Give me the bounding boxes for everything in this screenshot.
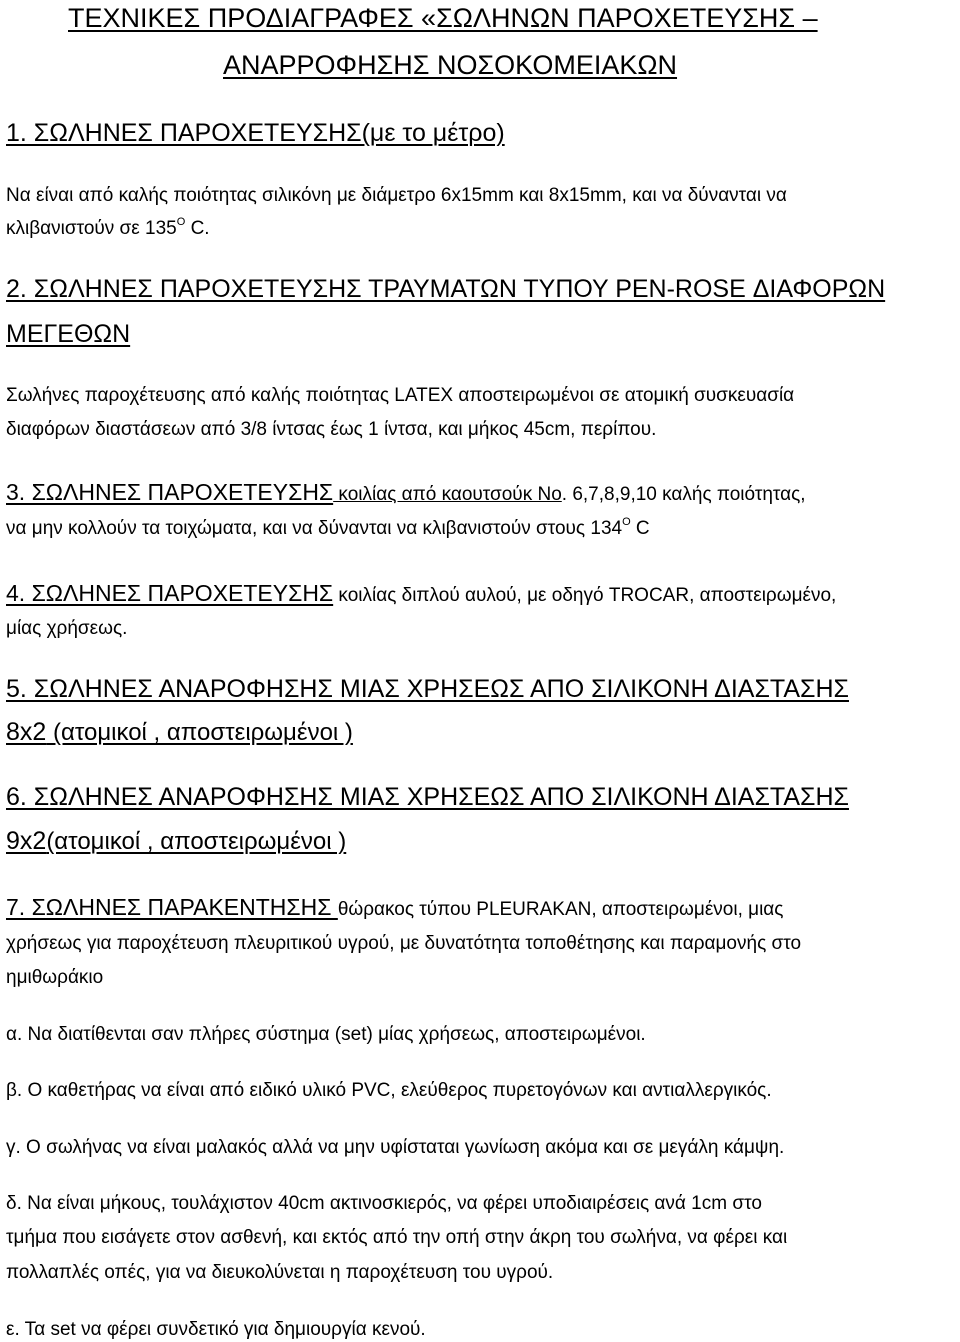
section-1-line-2-end: C. — [185, 218, 210, 239]
section-5-heading-line-2 — [6, 720, 353, 745]
section-4-line-1 — [6, 582, 836, 605]
section-4-rest: κοιλίας διπλού αυλού, με οδηγό TROCAR, αποστειρωμένο, — [333, 585, 837, 606]
section-3-underlined-text: κοιλίας από καουτσούκ No — [333, 484, 562, 505]
item-d-line-2: τμήμα που εισάγετε στον ασθενή, και εκτός από την οπή στην άκρη του σωλήνα, να φέρει και — [6, 1227, 788, 1248]
section-4-heading: 4. ΣΩΛΗΝΕΣ ΠΑΡΟΧΕΤΕΥΣΗΣ — [6, 580, 334, 606]
item-b: β. Ο καθετήρας να είναι από ειδικό υλικό PVC, ελεύθερος πυρετογόνων και αντιαλλεργικός. — [6, 1080, 772, 1101]
section-3-line-2-text: να μην κολλούν τα τοιχώματα, και να δύνανται να κλιβανιστούν στους 134 — [6, 518, 623, 539]
title-line-2: ΑΝΑΡΡΟΦΗΣΗΣ ΝΟΣΟΚΟΜΕΙΑΚΩΝ — [223, 50, 678, 80]
section-3-line-2 — [6, 516, 650, 539]
section-2-heading-line-2: ΜΕΓΕΘΩΝ — [6, 320, 131, 348]
item-d-line-3: πολλαπλές οπές, για να διευκολύνεται η παροχέτευση του υγρού. — [6, 1262, 554, 1283]
section-5-size-note: (ατομικοί , αποστειρωμένοι ) — [46, 719, 353, 746]
section-2-line-1: Σωλήνες παροχέτευσης από καλής ποιότητας LATEX αποστειρωμένοι σε ατομική συσκευασία — [6, 385, 795, 406]
section-3-line-2-end: C — [630, 518, 650, 539]
section-6-heading-line-2 — [6, 829, 346, 854]
section-7-line-3: ημιθωράκιο — [6, 967, 104, 988]
section-4-line-2: μίας χρήσεως. — [6, 618, 128, 639]
section-5-heading-line-1: 5. ΣΩΛΗΝΕΣ ΑΝΑΡΟΦΗΣΗΣ ΜΙΑΣ ΧΡΗΣΕΩΣ ΑΠΟ ΣΙΛΙΚΟΝΗ ΔΙΑΣΤΑΣΗΣ — [6, 675, 849, 703]
section-7-heading: 7. ΣΩΛΗΝΕΣ ΠΑΡΑΚΕΝΤΗΣΗΣ — [6, 894, 338, 920]
section-7-line-1 — [6, 896, 783, 919]
item-a: α. Να διατίθενται σαν πλήρες σύστημα (set) μίας χρήσεως, αποστειρωμένοι. — [6, 1024, 646, 1045]
section-1-line-2 — [6, 216, 210, 239]
section-6-size: 9x2 — [6, 827, 47, 855]
section-2-line-2: διαφόρων διαστάσεων από 3/8 ίντσας έως 1 ίντσα, και μήκος 45cm, περίπου. — [6, 419, 657, 440]
section-5-size: 8x2 — [6, 718, 47, 746]
section-1-line-2-text: κλιβανιστούν σε 135 — [6, 218, 177, 239]
title-line-1: ΤΕΧΝΙΚΕΣ ΠΡΟΔΙΑΓΡΑΦΕΣ «ΣΩΛΗΝΩΝ ΠΑΡΟΧΕΤΕΥΣΗΣ – — [68, 3, 818, 33]
item-d-line-1: δ. Να είναι μήκους, τουλάχιστον 40cm ακτινοσκιερός, να φέρει υποδιαιρέσεις ανά 1cm στο — [6, 1193, 762, 1214]
section-7-rest: θώρακος τύπου PLEURAKAN, αποστειρωμένοι, μιας — [337, 899, 784, 920]
section-6-heading-line-1: 6. ΣΩΛΗΝΕΣ ΑΝΑΡΟΦΗΣΗΣ ΜΙΑΣ ΧΡΗΣΕΩΣ ΑΠΟ ΣΙΛΙΚΟΝΗ ΔΙΑΣΤΑΣΗΣ — [6, 783, 849, 811]
section-3-line-1 — [6, 481, 806, 504]
degree-superscript: O — [622, 516, 631, 528]
section-2-heading-line-1: 2. ΣΩΛΗΝΕΣ ΠΑΡΟΧΕΤΕΥΣΗΣ ΤΡΑΥΜΑΤΩΝ ΤΥΠΟΥ PEN-ROSE ΔΙΑΦΟΡΩΝ — [6, 275, 886, 303]
section-7-line-2: χρήσεως για παροχέτευση πλευριτικού υγρού, με δυνατότητα τοποθέτησης και παραμονής στο — [6, 933, 802, 954]
section-1-line-1: Να είναι από καλής ποιότητας σιλικόνη με διάμετρο 6x15mm και 8x15mm, και να δύνανται να — [6, 185, 787, 206]
section-1-heading: 1. ΣΩΛΗΝΕΣ ΠΑΡΟΧΕΤΕΥΣΗΣ(με το μέτρο) — [6, 119, 505, 147]
degree-superscript: O — [176, 216, 186, 228]
section-3-rest: . 6,7,8,9,10 καλής ποιότητας, — [561, 484, 806, 505]
item-e: ε. Τα set να φέρει συνδετικό για δημιουργία κενού. — [6, 1319, 426, 1340]
section-3-heading: 3. ΣΩΛΗΝΕΣ ΠΑΡΟΧΕΤΕΥΣΗΣ — [6, 479, 334, 505]
item-c: γ. Ο σωλήνας να είναι μαλακός αλλά να μην υφίσταται γωνίωση ακόμα και σε μεγάλη κάμψη. — [6, 1137, 785, 1158]
section-6-size-note: (ατομικοί , αποστειρωμένοι ) — [46, 828, 347, 855]
